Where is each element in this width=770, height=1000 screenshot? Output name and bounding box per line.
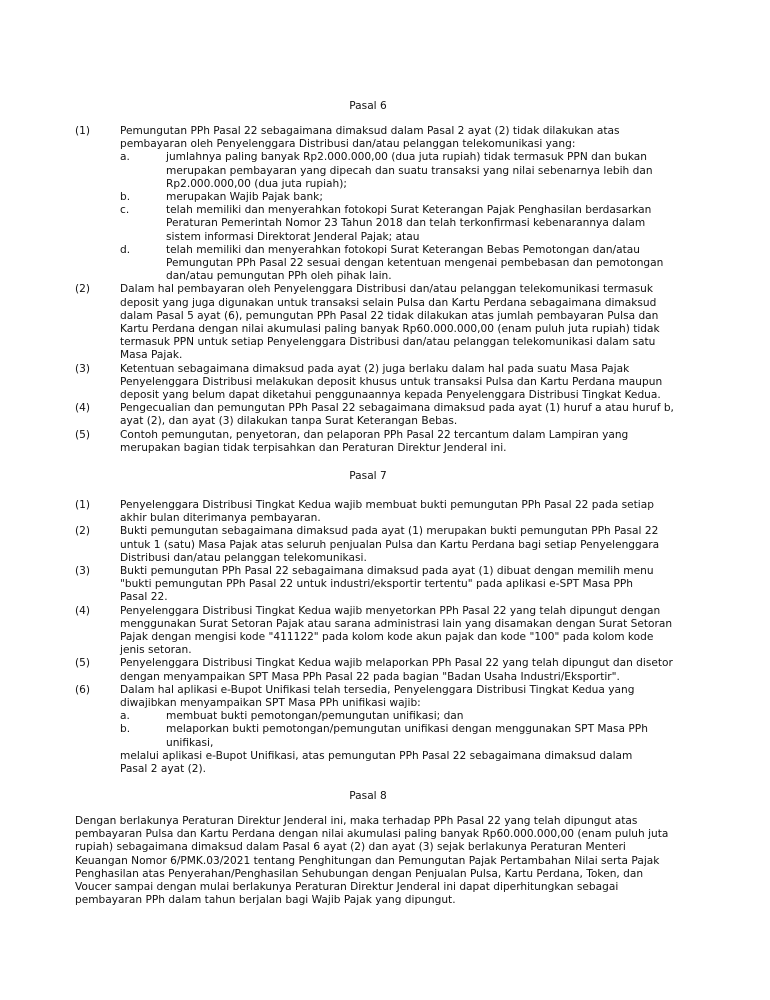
item-body (120, 657, 685, 683)
list-item (75, 657, 685, 683)
item-text: Penyelenggara Distribusi Tingkat Kedua wajib membuat bukti pemungutan PPh Pasal 22 pada setiap akhir bulan diterimanya pembayaran. (120, 499, 654, 525)
list-item (75, 525, 685, 565)
item-body (120, 363, 685, 403)
item-number: (4) (75, 604, 91, 617)
item-body (120, 605, 685, 658)
sub-item (120, 244, 685, 284)
item-text: Penyelenggara Distribusi Tingkat Kedua wajib menyetorkan PPh Pasal 22 yang telah dipungut dengan menggunakan Surat Setoran Pajak atau sarana administrasi lain yang disamakan dengan Surat Setoran Pajak dengan mengisi kode "411122" pada kolom kode akun pajak dan kode "100" pada kolom kode jenis setoran. (120, 604, 673, 657)
item-body (120, 283, 685, 362)
sub-item-letter: d. (120, 243, 131, 256)
item-text: Contoh pemungutan, penyetoran, dan pelaporan PPh Pasal 22 tercantum dalam Lampiran yang merupakan bagian tidak terpisahkan dan Peraturan Direktur Jenderal ini. (120, 428, 629, 454)
item-text: Dalam hal pembayaran oleh Penyelenggara Distribusi dan/atau pelanggan telekomunikasi termasuk deposit yang juga digunakan untuk transaksi selain Pulsa dan Kartu Perdana sebagaimana dimaksud dalam Pasal 5 ayat (6), pemungutan PPh Pasal 22 tidak dilakukan atas jumlah pembayaran Pulsa dan Kartu Perdana dengan nilai akumulasi paling banyak Rp60.000.000,00 (enam puluh juta rupiah) tidak termasuk PPN untuk setiap Penyelenggara Distribusi dan/atau pelanggan telekomunikasi dalam satu Masa Pajak. (120, 283, 660, 362)
item-closing-text: melalui aplikasi e-Bupot Unifikasi, atas pemungutan PPh Pasal 22 sebagaimana dimaksud dalam Pasal 2 ayat (2). (120, 749, 633, 776)
list-item (75, 402, 685, 428)
pasal-6-items (75, 125, 685, 455)
sub-item (120, 204, 685, 244)
list-item (75, 605, 685, 658)
sub-item-letter: a. (120, 151, 130, 164)
pasal-6-heading: Pasal 6 (349, 100, 387, 112)
item-body (120, 684, 685, 776)
sub-item-letter: b. (120, 723, 131, 736)
list-item (75, 125, 685, 283)
sub-item-text: telah memiliki dan menyerahkan fotokopi Surat Keterangan Pajak Penghasilan berdasarkan Peraturan Pemerintah Nomor 23 Tahun 2018 dan telah terkonfirmasi kebenarannya dalam sistem informasi Direktorat Jenderal Pajak; atau (166, 204, 652, 243)
pasal-8-paragraph: Dengan berlakunya Peraturan Direktur Jenderal ini, maka terhadap PPh Pasal 22 yang telah dipungut atas pembayaran Pulsa dan Kartu Perdana dengan nilai akumulasi paling banyak Rp60.000.000,00 (enam puluh juta rupiah) sebagaimana dimaksud dalam Pasal 6 ayat (2) dan ayat (3) sejak berlakunya Peraturan Menteri Keuangan Nomor 6/PMK.03/2021 tentang Penghitungan dan Pemungutan Pajak Pertambahan Nilai serta Pajak Penghasilan atas Penyerahan/Penghasilan Sehubungan dengan Penjualan Pulsa, Kartu Perdana, Token, dan Voucer sampai dengan mulai berlakunya Peraturan Direktur Jenderal ini dapat diperhitungkan sebagai pembayaran PPh dalam tahun berjalan bagi Wajib Pajak yang dipungut. (75, 815, 669, 907)
sub-item-text: jumlahnya paling banyak Rp2.000.000,00 (dua juta rupiah) tidak termasuk PPN dan bukan merupakan pembayaran yang dipecah dan suatu transaksi yang nilai sebenarnya lebih dan Rp2.000.000,00 (dua juta rupiah); (166, 151, 653, 190)
sub-item (120, 723, 685, 749)
list-item (75, 283, 685, 362)
list-item (75, 429, 685, 455)
item-body (120, 429, 685, 455)
item-number: (3) (75, 565, 91, 578)
item-text: Penyelenggara Distribusi Tingkat Kedua wajib melaporkan PPh Pasal 22 yang telah dipungut dan disetor dengan menyampaikan SPT Masa PPh Pasal 22 pada bagian "Badan Usaha Industri/Eksportir". (120, 657, 673, 683)
item-number: (5) (75, 428, 91, 441)
item-number: (2) (75, 283, 91, 296)
item-body (120, 402, 685, 428)
item-number: (4) (75, 402, 91, 415)
sub-item-letter: b. (120, 191, 131, 204)
item-number: (5) (75, 657, 91, 670)
item-text: Dalam hal aplikasi e-Bupot Unifikasi telah tersedia, Penyelenggara Distribusi Tingkat Kedua yang diwajibkan menyampaikan SPT Masa PPh unifikasi wajib: (120, 683, 635, 710)
pasal-8-heading: Pasal 8 (349, 790, 387, 802)
item-text: Bukti pemungutan sebagaimana dimaksud pada ayat (1) merupakan bukti pemungutan PPh Pasal 22 untuk 1 (satu) Masa Pajak atas seluruh penjualan Pulsa dan Kartu Perdana bagi setiap Penyelenggara Distribusi dan/atau pelanggan telekomunikasi. (120, 525, 660, 564)
item-body (120, 565, 685, 605)
item-number: (3) (75, 362, 91, 375)
sub-item-letter: c. (120, 204, 130, 217)
item-text: Pengecualian dan pemungutan PPh Pasal 22 sebagaimana dimaksud pada ayat (1) huruf a atau huruf b, ayat (2), dan ayat (3) dilakukan tanpa Surat Keterangan Bebas. (120, 402, 674, 428)
sub-item (120, 151, 685, 191)
item-text: Bukti pemungutan PPh Pasal 22 sebagaimana dimaksud pada ayat (1) dibuat dengan memilih menu "bukti pemungutan PPh Pasal 22 untuk industri/eksportir tertentu" pada aplikasi e-SPT Masa PPh Pasal 22. (120, 565, 654, 604)
sub-item-text: membuat bukti pemotongan/pemungutan unifikasi; dan (166, 710, 464, 723)
item-body (120, 525, 685, 565)
sub-item-text: melaporkan bukti pemotongan/pemungutan unifikasi dengan menggunakan SPT Masa PPh unifikasi, (166, 723, 648, 749)
item-number: (1) (75, 499, 91, 511)
item-text: Ketentuan sebagaimana dimaksud pada ayat (2) juga berlaku dalam hal pada suatu Masa Pajak Penyelenggara Distribusi melakukan deposit khusus untuk transaksi Pulsa dan Kartu Perdana maupun deposit yang belum dapat diketahui penggunaannya kepada Penyelenggara Distribusi Tingkat Kedua. (120, 362, 663, 402)
sub-item-letter: a. (120, 710, 130, 723)
sub-item (120, 710, 685, 723)
pasal-7-items (75, 499, 685, 776)
sub-item-text: telah memiliki dan menyerahkan fotokopi Surat Keterangan Bebas Pemotongan dan/atau Pemungutan PPh Pasal 22 sesuai dengan ketentuan mengenai pembebasan dan pemotongan dan/atau pemungutan PPh oleh pihak lain. (166, 243, 664, 283)
pasal-7-heading: Pasal 7 (349, 470, 387, 482)
list-item (75, 684, 685, 776)
list-item (75, 565, 685, 605)
sub-item-text: merupakan Wajib Pajak bank; (166, 191, 323, 204)
list-item (75, 499, 685, 525)
item-body (120, 499, 685, 525)
item-body (120, 125, 685, 283)
list-item (75, 363, 685, 403)
item-number: (1) (75, 125, 91, 137)
item-number: (2) (75, 525, 91, 538)
item-text: Pemungutan PPh Pasal 22 sebagaimana dimaksud dalam Pasal 2 ayat (2) tidak dilakukan atas pembayaran oleh Penyelenggara Distribusi dan/atau pelanggan telekomunikasi yang: (120, 125, 620, 151)
sub-item (120, 191, 685, 204)
item-number: (6) (75, 683, 91, 696)
